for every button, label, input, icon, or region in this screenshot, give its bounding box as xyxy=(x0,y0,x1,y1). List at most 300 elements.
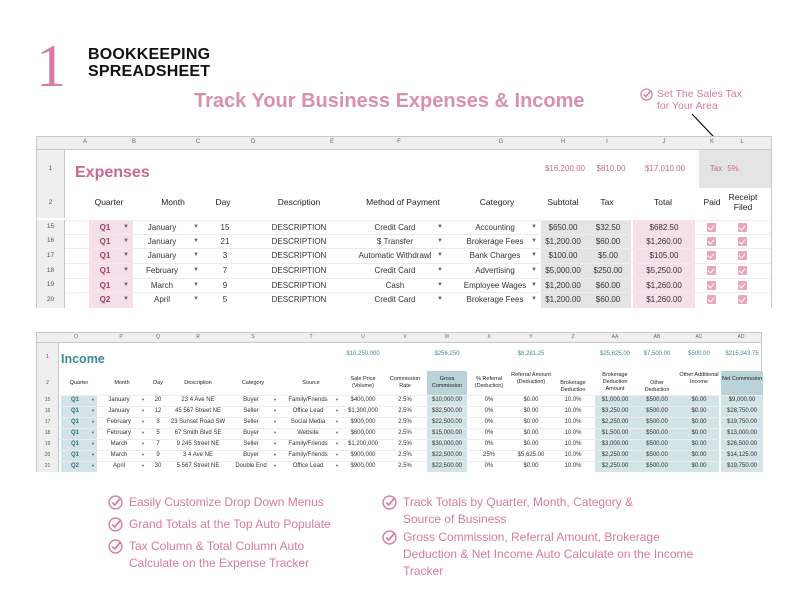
quarter-cell[interactable]: Q1 xyxy=(70,419,79,425)
header-quarter: Quarter xyxy=(94,197,124,207)
description-cell[interactable]: 45 567 Street NE xyxy=(174,408,222,414)
category-cell[interactable]: Seller xyxy=(243,419,259,425)
chevron-down-icon[interactable]: ▼ xyxy=(91,452,95,457)
chevron-down-icon[interactable]: ▼ xyxy=(123,282,129,288)
gross-commission-cell[interactable]: $22,500.00 xyxy=(431,452,463,458)
chevron-down-icon[interactable]: ▼ xyxy=(335,441,339,446)
col-letter[interactable]: R xyxy=(196,334,200,340)
row-number[interactable]: 2 xyxy=(37,188,65,218)
other-deduction-cell[interactable]: $500.00 xyxy=(646,397,668,403)
referral-amount-cell[interactable]: $0.00 xyxy=(523,397,539,403)
day-cell[interactable]: 9 xyxy=(222,281,228,290)
month-cell[interactable]: April xyxy=(112,463,125,469)
brokerage-deduction-amount-cell[interactable]: $1,000.00 xyxy=(601,397,629,403)
income-title: Income xyxy=(61,352,105,366)
brokerage-deduction-amount-cell[interactable]: $3,000.00 xyxy=(601,441,629,447)
col-letter[interactable]: B xyxy=(131,139,136,145)
month-cell[interactable]: January xyxy=(108,397,130,403)
tax-note-line-2: for Your Area xyxy=(657,100,718,112)
gross-commission-cell[interactable]: $30,000.00 xyxy=(431,441,463,447)
brokerage-deduction-amount-cell[interactable]: $1,500.00 xyxy=(601,430,629,436)
receipt-filed-checkbox[interactable] xyxy=(738,266,747,275)
commission-rate-cell[interactable]: 2.5% xyxy=(398,452,412,458)
col-letter[interactable]: T xyxy=(309,334,313,340)
chevron-down-icon[interactable]: ▼ xyxy=(273,397,277,402)
header-source: Source xyxy=(302,380,320,386)
description-cell[interactable]: 5 567 Street NE xyxy=(176,463,220,469)
brokerage-deduction-cell[interactable]: 10.0% xyxy=(564,441,582,447)
chevron-down-icon[interactable]: ▼ xyxy=(141,463,145,468)
day-cell[interactable]: 3 xyxy=(222,251,228,260)
tax-grand-total: $810.00 xyxy=(596,164,626,173)
receipt-filed-checkbox[interactable] xyxy=(738,295,747,304)
chevron-down-icon[interactable]: ▼ xyxy=(437,224,443,230)
chevron-down-icon[interactable]: ▼ xyxy=(335,452,339,457)
col-letter[interactable]: P xyxy=(119,334,123,340)
day-cell[interactable]: 5 xyxy=(156,430,160,436)
chevron-down-icon[interactable]: ▼ xyxy=(123,224,129,230)
sale-price-cell[interactable]: $400,000 xyxy=(350,397,376,403)
referral-grand-total: $8,281.25 xyxy=(517,351,545,357)
row-number[interactable]: 21 xyxy=(37,461,59,472)
category-cell[interactable]: Buyer xyxy=(243,430,259,436)
description-cell[interactable]: DESCRIPTION xyxy=(271,266,327,275)
description-cell[interactable]: 23 Sunset Road SW xyxy=(170,419,226,425)
sale-price-cell[interactable]: $900,000 xyxy=(350,463,376,469)
total-cell: $682.50 xyxy=(649,223,679,232)
chevron-down-icon[interactable]: ▼ xyxy=(91,408,95,413)
payment-method-cell[interactable]: Credit Card xyxy=(374,223,416,232)
category-cell[interactable]: Seller xyxy=(243,408,259,414)
commission-rate-cell[interactable]: 2.5% xyxy=(398,397,412,403)
referral-amount-cell[interactable]: $0.00 xyxy=(523,463,539,469)
chevron-down-icon[interactable]: ▼ xyxy=(273,441,277,446)
col-letter[interactable]: E xyxy=(329,139,334,145)
category-cell[interactable]: Buyer xyxy=(243,452,259,458)
chevron-down-icon[interactable]: ▼ xyxy=(141,408,145,413)
col-letter[interactable]: A xyxy=(82,139,87,145)
day-cell[interactable]: 12 xyxy=(154,408,162,414)
net-commission-cell: $9,000.00 xyxy=(728,397,756,403)
description-cell[interactable]: 23 4 Ave NE xyxy=(181,397,215,403)
source-cell[interactable]: Family/Friends xyxy=(288,441,328,447)
row-number[interactable]: 19 xyxy=(37,439,59,450)
category-cell[interactable]: Brokerage Fees xyxy=(466,295,524,304)
brokerage-deduction-amount-cell[interactable]: $2,250.00 xyxy=(601,452,629,458)
month-cell[interactable]: February xyxy=(106,419,131,425)
row-number[interactable]: 16 xyxy=(37,406,59,417)
col-letter[interactable]: C xyxy=(195,139,201,145)
quarter-cell[interactable]: Q1 xyxy=(99,237,111,246)
check-circle-icon xyxy=(108,517,123,536)
check-circle-icon xyxy=(640,88,653,101)
gross-commission-cell[interactable]: $15,000.00 xyxy=(431,430,463,436)
check-circle-icon xyxy=(382,530,397,549)
paid-checkbox[interactable] xyxy=(707,237,716,246)
source-cell[interactable]: Social Media xyxy=(290,419,326,425)
quarter-cell[interactable]: Q1 xyxy=(99,266,111,275)
header-category: Category xyxy=(241,380,265,386)
row-number[interactable]: 17 xyxy=(37,248,65,263)
category-cell[interactable]: Buyer xyxy=(243,397,259,403)
month-cell[interactable]: April xyxy=(153,295,170,304)
quarter-cell[interactable]: Q1 xyxy=(70,430,79,436)
paid-checkbox[interactable] xyxy=(707,295,716,304)
chevron-down-icon[interactable]: ▼ xyxy=(193,252,199,258)
chevron-down-icon[interactable]: ▼ xyxy=(91,430,95,435)
other-deduction-cell[interactable]: $500.00 xyxy=(646,430,668,436)
tax-cell: $60.00 xyxy=(595,237,621,246)
chevron-down-icon[interactable]: ▼ xyxy=(193,282,199,288)
row-number[interactable]: 1 xyxy=(37,343,59,371)
quarter-cell[interactable]: Q2 xyxy=(99,295,111,304)
header-day: Day xyxy=(215,197,231,207)
chevron-down-icon[interactable]: ▼ xyxy=(91,419,95,424)
brokerage-deduction-cell[interactable]: 10.0% xyxy=(564,408,582,414)
header-sale-price: Sale Price (Volume) xyxy=(350,376,376,389)
col-letter[interactable]: AB xyxy=(653,334,661,340)
total-cell: $1,260.00 xyxy=(646,295,682,304)
chevron-down-icon[interactable]: ▼ xyxy=(273,452,277,457)
quarter-cell[interactable]: Q1 xyxy=(70,452,79,458)
col-letter[interactable]: V xyxy=(403,334,407,340)
month-cell[interactable]: March xyxy=(150,281,174,290)
description-cell[interactable]: DESCRIPTION xyxy=(271,281,327,290)
referral-amount-cell[interactable]: $5,625.00 xyxy=(517,452,545,458)
total-cell: $1,260.00 xyxy=(646,281,682,290)
other-additional-income-cell[interactable]: $0.00 xyxy=(691,397,707,403)
total-cell: $105.00 xyxy=(649,251,679,260)
description-cell[interactable]: 9 245 Street NE xyxy=(176,441,220,447)
col-letter[interactable]: AA xyxy=(611,334,619,340)
col-letter[interactable]: O xyxy=(74,334,78,340)
day-cell[interactable]: 5 xyxy=(222,295,228,304)
chevron-down-icon[interactable]: ▼ xyxy=(123,267,129,273)
other-additional-income-cell[interactable]: $0.00 xyxy=(691,441,707,447)
receipt-filed-checkbox[interactable] xyxy=(738,223,747,232)
quarter-cell[interactable]: Q2 xyxy=(70,463,79,469)
tax-cell: $5.00 xyxy=(597,251,619,260)
category-cell[interactable]: Brokerage Fees xyxy=(466,237,524,246)
row-number[interactable]: 17 xyxy=(37,417,59,428)
tax-rate-value[interactable]: 5% xyxy=(727,164,739,173)
net-commission-cell: $26,500.00 xyxy=(726,441,758,447)
row-divider xyxy=(59,417,761,418)
col-letter[interactable]: W xyxy=(444,334,450,340)
chevron-down-icon[interactable]: ▼ xyxy=(141,441,145,446)
gross-grand-total: $256,250 xyxy=(434,351,460,357)
header-other-deduction: Other Deduction xyxy=(644,380,670,393)
col-letter[interactable]: X xyxy=(487,334,491,340)
chevron-down-icon[interactable]: ▼ xyxy=(193,267,199,273)
sale-price-cell[interactable]: $600,000 xyxy=(350,430,376,436)
month-cell[interactable]: March xyxy=(110,452,128,458)
col-letter[interactable]: F xyxy=(397,139,401,145)
commission-rate-cell[interactable]: 2.5% xyxy=(398,441,412,447)
source-cell[interactable]: Family/Friends xyxy=(288,397,328,403)
percent-referral-cell[interactable]: 0% xyxy=(484,441,494,447)
gross-commission-cell[interactable]: $22,500.00 xyxy=(431,463,463,469)
day-cell[interactable]: 21 xyxy=(220,237,230,246)
col-letter[interactable]: H xyxy=(560,139,566,145)
brokerage-deduction-cell[interactable]: 10.0% xyxy=(564,430,582,436)
chevron-down-icon[interactable]: ▼ xyxy=(123,296,129,302)
row-number[interactable]: 20 xyxy=(37,292,65,308)
sale-price-cell[interactable]: $900,000 xyxy=(350,452,376,458)
col-letter[interactable]: G xyxy=(498,139,504,145)
category-cell[interactable]: Accounting xyxy=(475,223,515,232)
other-additional-income-cell[interactable]: $0.00 xyxy=(691,452,707,458)
col-letter[interactable]: I xyxy=(606,139,608,145)
row-number[interactable]: 18 xyxy=(37,263,65,278)
receipt-filed-checkbox[interactable] xyxy=(738,251,747,260)
percent-referral-cell[interactable]: 0% xyxy=(484,408,494,414)
gross-commission-cell[interactable]: $22,500.00 xyxy=(431,419,463,425)
quarter-cell[interactable]: Q1 xyxy=(70,441,79,447)
row-number[interactable]: 20 xyxy=(37,450,59,461)
header-method-of-payment: Method of Payment xyxy=(366,197,440,207)
description-cell[interactable]: 67 Smith Blvd SE xyxy=(174,430,222,436)
subtotal-cell: $1,200.00 xyxy=(545,281,581,290)
chevron-down-icon[interactable]: ▼ xyxy=(193,224,199,230)
quarter-cell[interactable]: Q1 xyxy=(70,408,79,414)
chevron-down-icon[interactable]: ▼ xyxy=(141,452,145,457)
col-letter[interactable]: Q xyxy=(156,334,160,340)
other-deduction-cell[interactable]: $500.00 xyxy=(646,463,668,469)
commission-rate-cell[interactable]: 2.5% xyxy=(398,408,412,414)
brokerage-deduction-amount-cell[interactable]: $3,250.00 xyxy=(601,408,629,414)
other-additional-income-cell[interactable]: $0.00 xyxy=(691,430,707,436)
paid-checkbox[interactable] xyxy=(707,266,716,275)
chevron-down-icon[interactable]: ▼ xyxy=(91,397,95,402)
section-number: 1 xyxy=(36,33,66,99)
payment-method-cell[interactable]: Cash xyxy=(385,281,405,290)
month-cell[interactable]: January xyxy=(147,237,177,246)
category-cell[interactable]: Double End xyxy=(235,463,267,469)
day-cell[interactable]: 7 xyxy=(222,266,228,275)
chevron-down-icon[interactable]: ▼ xyxy=(273,463,277,468)
receipt-filed-checkbox[interactable] xyxy=(738,237,747,246)
day-cell[interactable]: 15 xyxy=(220,223,230,232)
feature-text-line-3: Tracker xyxy=(403,564,444,578)
row-number[interactable]: 15 xyxy=(37,220,65,234)
quarter-cell[interactable]: Q1 xyxy=(99,251,111,260)
sale-price-cell[interactable]: $900,000 xyxy=(350,419,376,425)
payment-method-cell[interactable]: Credit Card xyxy=(374,266,416,275)
chevron-down-icon[interactable]: ▼ xyxy=(531,252,537,258)
other-deduction-cell[interactable]: $500.00 xyxy=(646,408,668,414)
chevron-down-icon[interactable]: ▼ xyxy=(531,267,537,273)
quarter-cell[interactable]: Q1 xyxy=(70,397,79,403)
day-cell[interactable]: 9 xyxy=(156,452,160,458)
commission-rate-cell[interactable]: 2.5% xyxy=(398,430,412,436)
col-letter[interactable]: AD xyxy=(737,334,745,340)
chevron-down-icon[interactable]: ▼ xyxy=(335,408,339,413)
chevron-down-icon[interactable]: ▼ xyxy=(141,419,145,424)
net-commission-cell: $19,750.00 xyxy=(726,419,758,425)
row-divider xyxy=(59,395,761,396)
chevron-down-icon[interactable]: ▼ xyxy=(273,408,277,413)
col-letter[interactable]: Z xyxy=(571,334,575,340)
row-divider xyxy=(59,439,761,440)
chevron-down-icon[interactable]: ▼ xyxy=(91,463,95,468)
subtotal-cell: $5,000.00 xyxy=(545,266,581,275)
payment-method-cell[interactable]: Credit Card xyxy=(374,295,416,304)
expenses-title: Expenses xyxy=(75,164,150,181)
tax-cell: $60.00 xyxy=(595,281,621,290)
paid-checkbox[interactable] xyxy=(707,281,716,290)
chevron-down-icon[interactable]: ▼ xyxy=(437,282,443,288)
header-day: Day xyxy=(153,380,163,386)
col-letter[interactable]: AC xyxy=(695,334,703,340)
net-commission-cell: $14,125.00 xyxy=(726,452,758,458)
source-cell[interactable]: Office Lead xyxy=(292,408,324,414)
referral-amount-cell[interactable]: $0.00 xyxy=(523,408,539,414)
percent-referral-cell[interactable]: 0% xyxy=(484,430,494,436)
day-cell[interactable]: 30 xyxy=(154,463,162,469)
chevron-down-icon[interactable]: ▼ xyxy=(141,430,145,435)
feature-text: Gross Commission, Referral Amount, Brokerage xyxy=(403,530,660,544)
chevron-down-icon[interactable]: ▼ xyxy=(193,296,199,302)
chevron-down-icon[interactable]: ▼ xyxy=(273,419,277,424)
chevron-down-icon[interactable]: ▼ xyxy=(531,282,537,288)
chevron-down-icon[interactable]: ▼ xyxy=(437,252,443,258)
paid-checkbox[interactable] xyxy=(707,223,716,232)
category-cell[interactable]: Seller xyxy=(243,441,259,447)
row-divider xyxy=(59,450,761,451)
row-number[interactable]: 16 xyxy=(37,234,65,248)
col-letter[interactable]: K xyxy=(709,139,714,145)
other-additional-income-cell[interactable]: $0.00 xyxy=(691,419,707,425)
other-deduction-cell[interactable]: $500.00 xyxy=(646,452,668,458)
chevron-down-icon[interactable]: ▼ xyxy=(141,397,145,402)
chevron-down-icon[interactable]: ▼ xyxy=(335,419,339,424)
col-letter[interactable]: L xyxy=(740,139,744,145)
other-additional-income-cell[interactable]: $0.00 xyxy=(691,408,707,414)
brokerage-deduction-amount-cell[interactable]: $2,250.00 xyxy=(601,463,629,469)
day-cell[interactable]: 20 xyxy=(154,397,162,403)
brokerage-deduction-cell[interactable]: 10.0% xyxy=(564,419,582,425)
brokerage-deduction-cell[interactable]: 10.0% xyxy=(564,397,582,403)
percent-referral-cell[interactable]: 0% xyxy=(484,419,494,425)
source-cell[interactable]: Website xyxy=(297,430,319,436)
description-cell[interactable]: DESCRIPTION xyxy=(271,237,327,246)
description-cell[interactable]: DESCRIPTION xyxy=(271,295,327,304)
sale-grand-total: $10,250,000 xyxy=(346,351,380,357)
row-divider xyxy=(65,220,771,221)
net-commission-cell: $13,000.00 xyxy=(726,430,758,436)
chevron-down-icon[interactable]: ▼ xyxy=(193,238,199,244)
commission-rate-cell[interactable]: 2.5% xyxy=(398,419,412,425)
source-cell[interactable]: Family/Friends xyxy=(288,452,328,458)
col-letter[interactable]: D xyxy=(250,139,256,145)
paid-checkbox[interactable] xyxy=(707,251,716,260)
header-description: Description xyxy=(184,380,212,386)
percent-referral-cell[interactable]: 0% xyxy=(484,463,494,469)
other-deduction-cell[interactable]: $500.00 xyxy=(646,419,668,425)
payment-method-cell[interactable]: $ Transfer xyxy=(376,237,413,246)
header-category: Category xyxy=(479,197,515,207)
month-cell[interactable]: January xyxy=(147,223,177,232)
brokerage-deduction-cell[interactable]: 10.0% xyxy=(564,452,582,458)
col-letter[interactable]: S xyxy=(251,334,255,340)
payment-method-cell[interactable]: Automatic Withdrawl xyxy=(358,251,432,260)
percent-referral-cell[interactable]: 0% xyxy=(484,397,494,403)
category-cell[interactable]: Bank Charges xyxy=(469,251,521,260)
chevron-down-icon[interactable]: ▼ xyxy=(531,296,537,302)
month-cell[interactable]: February xyxy=(145,266,178,275)
chevron-down-icon[interactable]: ▼ xyxy=(123,238,129,244)
chevron-down-icon[interactable]: ▼ xyxy=(335,430,339,435)
row-number[interactable]: 2 xyxy=(37,371,59,395)
referral-amount-cell[interactable]: $0.00 xyxy=(523,430,539,436)
quarter-cell[interactable]: Q1 xyxy=(99,281,111,290)
day-cell[interactable]: 3 xyxy=(156,419,160,425)
receipt-filed-checkbox[interactable] xyxy=(738,281,747,290)
commission-rate-cell[interactable]: 2.5% xyxy=(398,463,412,469)
chevron-down-icon[interactable]: ▼ xyxy=(335,463,339,468)
row-number[interactable]: 1 xyxy=(37,150,65,188)
row-number[interactable]: 15 xyxy=(37,395,59,406)
month-cell[interactable]: January xyxy=(108,408,130,414)
brokerage-deduction-cell[interactable]: 10.0% xyxy=(564,463,582,469)
chevron-down-icon[interactable]: ▼ xyxy=(273,430,277,435)
header-commission-rate: Commission Rate xyxy=(389,376,421,389)
chevron-down-icon[interactable]: ▼ xyxy=(91,441,95,446)
description-cell[interactable]: DESCRIPTION xyxy=(271,251,327,260)
month-cell[interactable]: January xyxy=(147,251,177,260)
category-cell[interactable]: Employee Wages xyxy=(463,281,527,290)
header-month: Month xyxy=(114,380,130,386)
chevron-down-icon[interactable]: ▼ xyxy=(437,238,443,244)
percent-referral-cell[interactable]: 25% xyxy=(482,452,495,458)
brokerage-deduction-amount-cell[interactable]: $2,250.00 xyxy=(601,419,629,425)
chevron-down-icon[interactable]: ▼ xyxy=(531,224,537,230)
other-additional-income-cell[interactable]: $0.00 xyxy=(691,463,707,469)
sale-price-cell[interactable]: $1,200,000 xyxy=(347,441,379,447)
gross-commission-cell[interactable]: $10,000.00 xyxy=(431,397,463,403)
other-deduction-cell[interactable]: $500.00 xyxy=(646,441,668,447)
chevron-down-icon[interactable]: ▼ xyxy=(437,296,443,302)
row-number[interactable]: 18 xyxy=(37,428,59,439)
category-cell[interactable]: Advertising xyxy=(475,266,515,275)
subtotal-cell: $650.00 xyxy=(548,223,578,232)
chevron-down-icon[interactable]: ▼ xyxy=(437,267,443,273)
day-cell[interactable]: 7 xyxy=(156,441,160,447)
other-deduction-grand-total: $7,500.00 xyxy=(643,351,671,357)
description-cell[interactable]: DESCRIPTION xyxy=(271,223,327,232)
feature-text: Tax Column & Total Column Auto xyxy=(129,539,305,553)
month-cell[interactable]: March xyxy=(110,441,128,447)
chevron-down-icon[interactable]: ▼ xyxy=(335,397,339,402)
col-letter[interactable]: J xyxy=(662,139,666,145)
gross-commission-cell[interactable]: $32,500.00 xyxy=(431,408,463,414)
row-number[interactable]: 19 xyxy=(37,278,65,292)
description-cell[interactable]: 3 4 Ave NE xyxy=(183,452,213,458)
column-header-bar xyxy=(37,136,771,150)
chevron-down-icon[interactable]: ▼ xyxy=(531,238,537,244)
source-cell[interactable]: Office Lead xyxy=(292,463,324,469)
referral-amount-cell[interactable]: $0.00 xyxy=(523,441,539,447)
col-letter[interactable]: U xyxy=(361,334,365,340)
row-divider xyxy=(65,263,771,264)
chevron-down-icon[interactable]: ▼ xyxy=(123,252,129,258)
month-cell[interactable]: February xyxy=(106,430,131,436)
sale-price-cell[interactable]: $1,300,000 xyxy=(347,408,379,414)
quarter-cell[interactable]: Q1 xyxy=(99,223,111,232)
col-letter[interactable]: Y xyxy=(529,334,533,340)
referral-amount-cell[interactable]: $0.00 xyxy=(523,419,539,425)
